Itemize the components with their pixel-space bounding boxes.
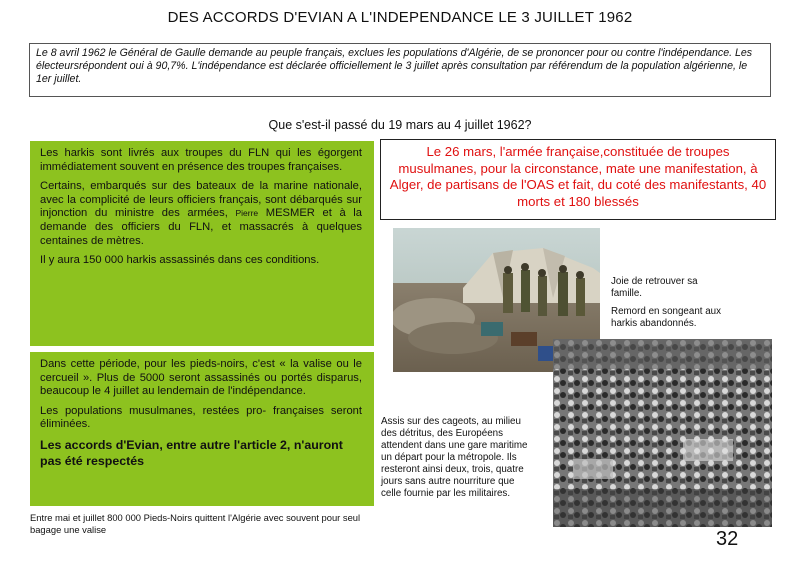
harkis-paragraph-2 xyxy=(40,180,362,248)
harkis-paragraph-1: Les harkis sont livrés aux troupes du FLN qui les égorgent immédiatement souvent en présence des troupes françaises. xyxy=(40,147,362,173)
photo1-caption-line2: Remord en songeant aux harkis abandonnés. xyxy=(611,306,722,329)
slide-title: DES ACCORDS D'EVIAN A L'INDEPENDANCE LE 3 JUILLET 1962 xyxy=(167,9,633,26)
photo1-caption-line1: Joie de retrouver sa famille. xyxy=(611,276,698,299)
page-number: 32 xyxy=(716,528,739,550)
minister-first-name: Pierre xyxy=(235,208,259,219)
pieds-noirs-box xyxy=(30,352,374,506)
pieds-noirs-paragraph-1: Dans cette période, pour les pieds-noirs, c'est « la valise ou le cercueil ». Plus de 5000 seront assassinés ou portés disparus, beaucoup le 4 juillet au lendemain de l'indépendance. xyxy=(40,358,362,398)
photo2-caption: Assis sur des cageots, au milieu des détritus, des Européens attendent dans une gare maritime un départ pour la métropole. Ils resteront ainsi deux, trois, quatre jours sans autre nourriture que celle fournie par les militaires. xyxy=(381,416,528,499)
crowd-port-photo xyxy=(553,339,772,527)
intro-paragraph: Le 8 avril 1962 le Général de Gaulle demande au peuple français, exclues les populations d'Algérie, de se prononcer pour ou contre l'indépendance. Les électeursrépondent oui à 90,7%. L'indépendance est déclarée officiellement le 3 juillet après consultation par référendum de la population algérienne, le 1er juillet. xyxy=(29,43,771,97)
harkis-paragraph-2-start: Certains, embarqués sur des bateaux de la marine nationale, avec la complicité de leurs officiers français, sont débarqués sur injonction du ministre des armées, xyxy=(40,180,362,220)
section-question: Que s'est-il passé du 19 mars au 4 juillet 1962? xyxy=(268,118,532,132)
harkis-paragraph-2-end: MESMER et à la demande des officiers du FLN, et massacrés à quelques centaines de mètres. xyxy=(40,207,362,247)
pieds-noirs-paragraph-2: Les populations musulmanes, restées pro- françaises seront éliminées. xyxy=(40,404,362,431)
evian-bold-note: Les accords d'Evian, entre autre l'article 2, n'auront pas été respectés xyxy=(40,437,343,468)
harkis-paragraph-3: Il y aura 150 000 harkis assassinés dans ces conditions. xyxy=(40,254,320,267)
march-26-box xyxy=(380,139,776,220)
harkis-box xyxy=(30,141,374,346)
march-26-text: Le 26 mars, l'armée française,constituée de troupes musulmanes, pour la circonstance, mate une manifestation, à Alger, de partisans de l'OAS et fait, du coté des manifestants, 40 morts et 180 blessés xyxy=(389,144,767,209)
photo1-caption xyxy=(611,276,731,336)
exodus-footnote: Entre mai et juillet 800 000 Pieds-Noirs quittent l'Algérie avec souvent pour seul bagage une valise xyxy=(30,512,361,535)
